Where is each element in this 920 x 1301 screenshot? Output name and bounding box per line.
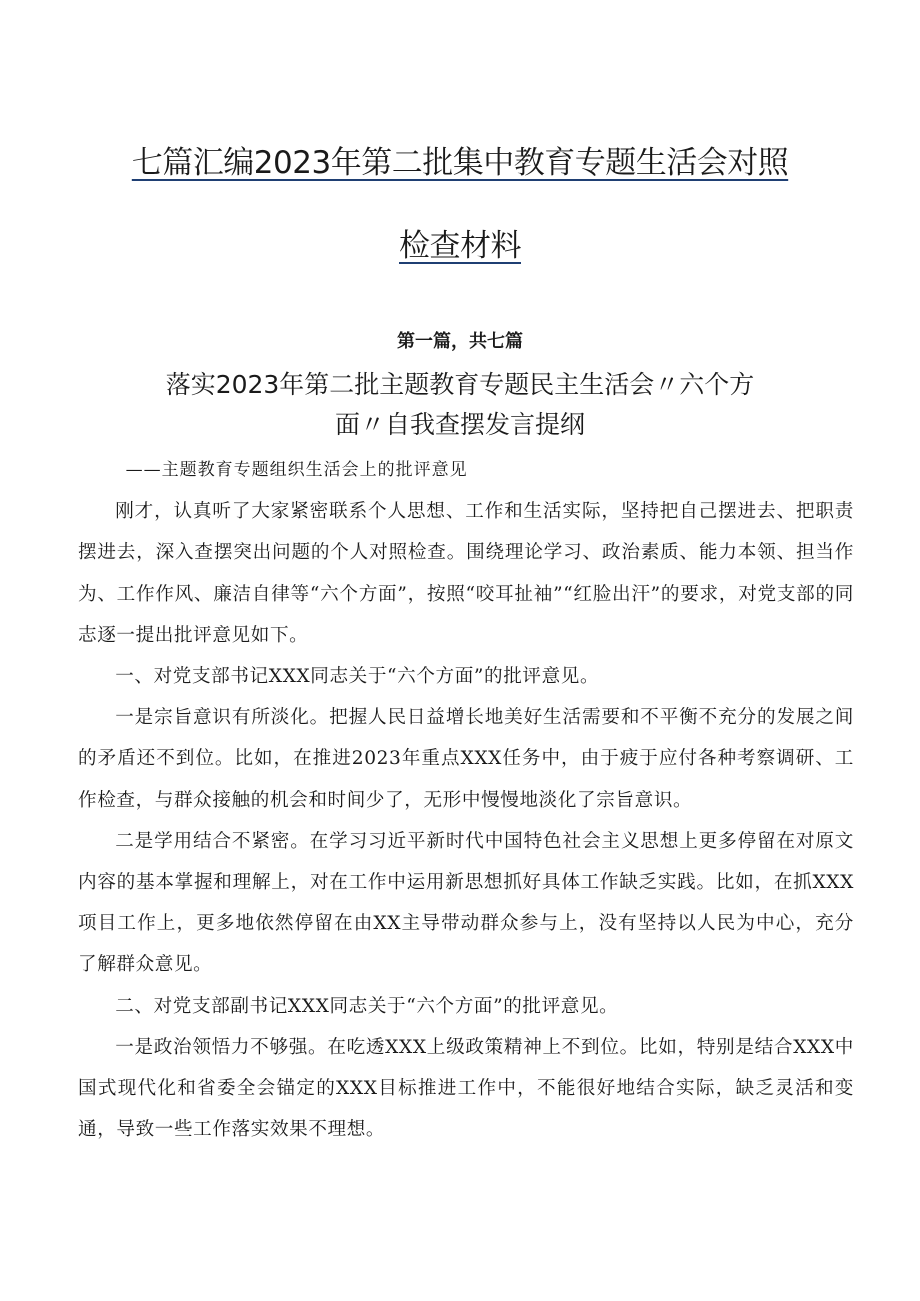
subtitle-line-1: 落实2023年第二批主题教育专题民主生活会〃六个方 <box>165 370 755 399</box>
paragraph: 一是政治领悟力不够强。在吃透XXX上级政策精神上不到位。比如，特别是结合XXX中国式现代化和省委全会锚定的XXX目标推进工作中，不能很好地结合实际，缺乏灵活和变通，导致一些工作落实效果不理想。 <box>78 1036 854 1141</box>
paragraph: 一是宗旨意识有所淡化。把握人民日益增长地美好生活需要和不平衡不充分的发展之间的矛盾还不到位。比如，在推进2023年重点XXX任务中，由于疲于应付各种考察调研、工作检查，与群众接触的机会和时间少了，无形中慢慢地淡化了宗旨意识。 <box>78 707 854 811</box>
byline: ——主题教育专题组织生活会上的批评意见 <box>125 460 468 480</box>
body-text <box>78 450 854 1150</box>
part-label: 第一篇，共七篇 <box>397 331 523 352</box>
title-line-2-text: 检查材料 <box>399 228 521 264</box>
paragraph: 二是学用结合不紧密。在学习习近平新时代中国特色社会主义思想上更多停留在对原文内容的基本掌握和理解上，对在工作中运用新思想抓好具体工作缺乏实践。比如，在抓XXX项目工作上，更多地依然停留在由XX主导带动群众参与上，没有坚持以人民为中心，充分了解群众意见。 <box>78 830 854 976</box>
paragraph: 一、对党支部书记XXX同志关于“六个方面”的批评意见。 <box>115 666 600 688</box>
paragraph: 刚才，认真听了大家紧密联系个人思想、工作和生活实际，坚持把自己摆进去、把职责摆进去，深入查摆突出问题的个人对照检查。围绕理论学习、政治素质、能力本领、担当作为、工作作风、廉洁自律等“六个方面”，按照“咬耳扯袖”“红脸出汗”的要求，对党支部的同志逐一提出批评意见如下。 <box>78 501 854 646</box>
subtitle-line-2: 面〃自我查摆发言提纲 <box>334 410 585 439</box>
title-line-1-text: 七篇汇编2023年第二批集中教育专题生活会对照 <box>131 145 789 181</box>
paragraph: 二、对党支部副书记XXX同志关于“六个方面”的批评意见。 <box>115 995 619 1017</box>
document-title-line-1 <box>60 143 860 183</box>
document-title-line-2 <box>60 226 860 266</box>
